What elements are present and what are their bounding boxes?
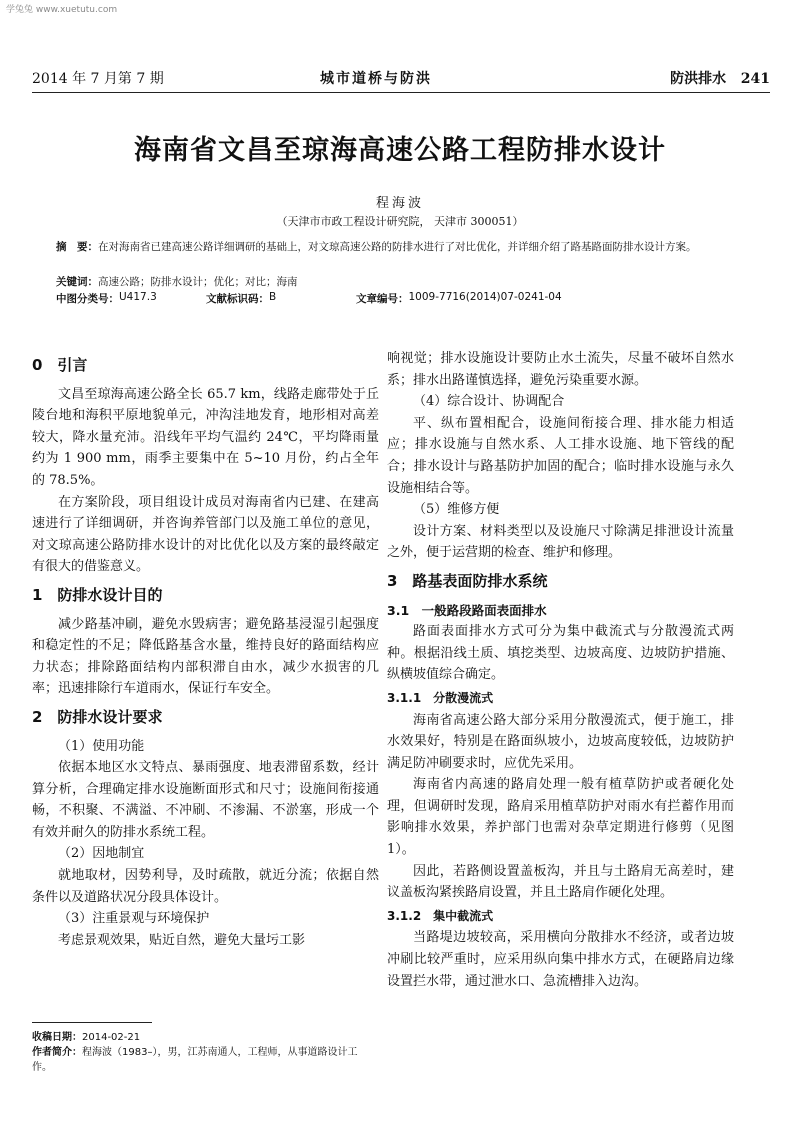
paragraph: 因此，若路侧设置盖板沟，并且与土路肩无高差时，建议盖板沟紧挨路肩设置，并且土路肩作硬化处理。 (387, 863, 734, 901)
abstract-label: 摘 要： (56, 241, 98, 253)
section-name: 防洪排水 (670, 71, 727, 87)
page-number: 241 (740, 71, 770, 87)
abstract-text: 在对海南省已建高速公路详细调研的基础上，对文琼高速公路的防排水进行了对比优化，并详细介绍了路基路面防排水设计方案。 (98, 241, 697, 253)
journal-name: 城市道桥与防洪 (320, 71, 432, 87)
issue-info: 2014 年 7 月第 7 期 (32, 71, 164, 87)
paragraph: 考虑景观效果，贴近自然，避免大量圬工影 (58, 932, 306, 948)
header-rule (32, 92, 770, 93)
list-item: （4）综合设计、协调配合 (413, 394, 565, 410)
watermark: 学兔兔 www.xuetutu.com (6, 5, 118, 15)
keywords-text: 高速公路；防排水设计；优化；对比；海南 (98, 276, 298, 288)
paragraph: 海南省高速公路大部分采用分散漫流式，便于施工，排水效果好，特别是在路面纵坡小，边坡高度较低，边坡防护满足防冲刷要求时，应优先采用。 (387, 712, 734, 771)
author-name: 程海波 (375, 196, 424, 211)
clc-code: 中图分类号： U417.3 (56, 291, 157, 305)
section-heading-2: 2 防排水设计要求 (32, 707, 163, 726)
keywords-label: 关键词： (56, 276, 98, 288)
right-column (387, 348, 734, 992)
author-bio: 作者简介：程海波（1983–），男，江苏南通人，工程师，从事道路设计工作。 (32, 1047, 358, 1073)
list-item: （1）使用功能 (58, 738, 145, 754)
left-column (32, 348, 379, 951)
received-date: 收稿日期：2014-02-21 (32, 1032, 141, 1043)
paragraph: 减少路基冲刷，避免水毁病害；避免路基浸湿引起强度和稳定性的不足；降低路基含水量，维持良好的路面结构应力状态；排除路面结构内部积滞自由水，减少水损害的几率；迅速排除行车道雨水，保证行车安全。 (32, 616, 379, 697)
subsection-heading-3-1-2: 3.1.2 集中截流式 (387, 908, 494, 923)
list-item: （2）因地制宜 (58, 846, 145, 862)
paragraph: 就地取材，因势利导，及时疏散，就近分流；依据自然条件以及道路状况分段具体设计。 (32, 868, 379, 905)
subsection-heading-3-1-1: 3.1.1 分散漫流式 (387, 690, 494, 705)
article-number: 文章编号： 1009-7716(2014)07-0241-04 (356, 291, 562, 305)
paragraph-continued: 响视觉；排水设施设计要防止水土流失，尽量不破坏自然水系；排水出路谨慎选择，避免污染重要水源。 (387, 351, 734, 388)
paragraph: 在方案阶段，项目组设计成员对海南省内已建、在建高速进行了详细调研，并咨询养管部门以及施工单位的意见，对文琼高速公路防排水设计的对比优化以及方案的最终敲定有很大的借鉴意义。 (32, 494, 379, 575)
paragraph: 路面表面排水方式可分为集中截流式与分散漫流式两种。根据沿线土质、填挖类型、边坡高度、边坡防护措施、纵横坡值综合确定。 (387, 624, 734, 683)
footnote (32, 1030, 362, 1075)
affiliation: （天津市市政工程设计研究院， 天津市 300051） (276, 215, 524, 228)
paragraph: 平、纵布置相配合，设施间衔接合理、排水能力相适应；排水设施与自然水系、人工排水设施、地下管线的配合；排水设计与路基防护加固的配合；临时排水设施与永久设施相结合等。 (387, 415, 734, 496)
paragraph: 设计方案、材料类型以及设施尺寸除满足排泄设计流量之外，便于运营期的检查、维护和修理。 (387, 523, 734, 561)
paragraph: 当路堤边坡较高，采用横向分散排水不经济，或者边坡冲刷比较严重时，应采用纵向集中排水方式，在硬路肩边缘设置拦水带，通过泄水口、急流槽排入边沟。 (387, 930, 734, 989)
section-page (670, 68, 770, 88)
list-item: （3）注重景观与环境保护 (58, 911, 210, 927)
document-code: 文献标识码： B (206, 291, 277, 305)
paragraph: 文昌至琼海高速公路全长 65.7 km，线路走廊带处于丘陵台地和海积平原地貌单元，冲沟洼地发育，地形相对高差较大，降水量充沛。沿线年平均气温约 24℃，平均降雨量约为 1 900 mm，雨季主要集中在 5~10 月份，约占全年的 78.5%。 (32, 386, 379, 488)
footnote-rule (32, 1022, 152, 1023)
list-item: （5）维修方便 (413, 502, 500, 518)
section-heading-3: 3 路基表面防排水系统 (387, 571, 548, 590)
abstract (56, 240, 716, 255)
subsection-heading-3-1: 3.1 一般路段路面表面排水 (387, 602, 547, 618)
section-heading-0: 0 引言 (32, 356, 88, 374)
paragraph: 依据本地区水文特点、暴雨强度、地表滞留系数，经计算分析，合理确定排水设施断面形式和尺寸；设施间衔接通畅，不积聚、不满溢、不冲刷、不渗漏、不淤塞，形成一个有效并耐久的防排水系统工程。 (32, 760, 379, 840)
paragraph: 海南省内高速的路肩处理一般有植草防护或者硬化处理，但调研时发现，路肩采用植草防护对雨水有拦蓄作用而影响排水效果，养护部门也需对杂草定期进行修剪（见图 1）。 (387, 777, 734, 858)
keywords (56, 275, 716, 290)
section-heading-1: 1 防排水设计目的 (32, 585, 163, 604)
running-header (32, 68, 770, 90)
paper-title: 海南省文昌至琼海高速公路工程防排水设计 (134, 135, 666, 166)
